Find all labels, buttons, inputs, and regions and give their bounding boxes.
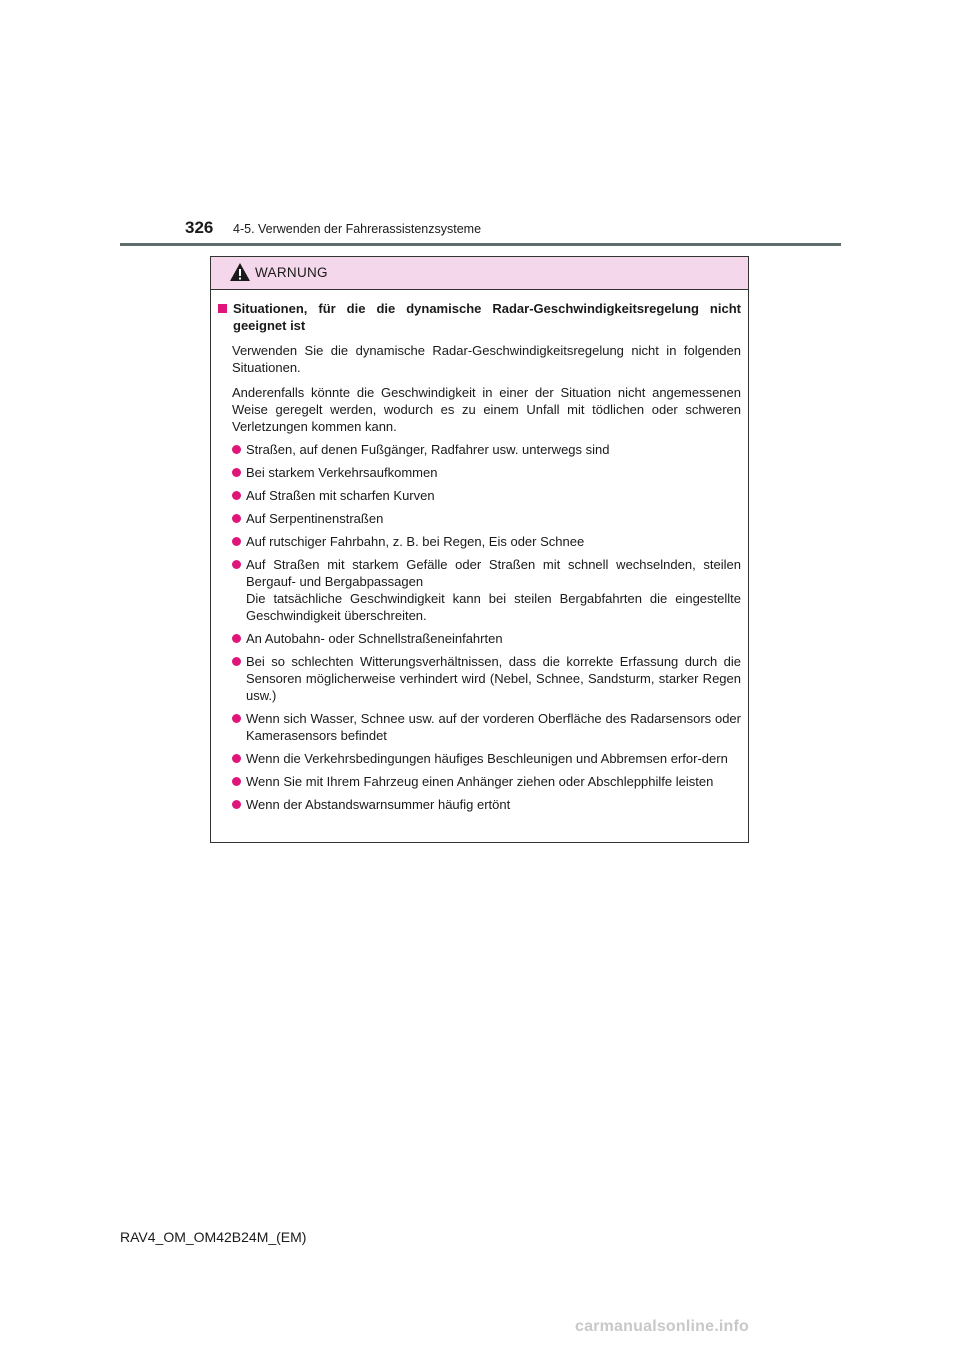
warning-heading: Situationen, für die die dynamische Radar-Geschwindigkeitsregelung nicht geeignet ist xyxy=(233,301,741,333)
list-item-note: Die tatsächliche Geschwindigkeit kann bei steilen Bergabfahrten die eingestellte Geschwindigkeit überschreiten. xyxy=(246,591,741,623)
list-item xyxy=(232,556,741,624)
watermark: carmanualsonline.info xyxy=(575,1318,750,1335)
round-bullet-icon xyxy=(232,754,241,763)
list-item-text: Wenn sich Wasser, Schnee usw. auf der vorderen Oberfläche des Radarsensors oder Kamerasensors befindet xyxy=(246,711,741,743)
list-item xyxy=(232,796,741,813)
warning-triangle-icon xyxy=(229,262,251,282)
list-item-text: Auf Serpentinenstraßen xyxy=(246,511,384,526)
list-item xyxy=(232,630,741,647)
round-bullet-icon xyxy=(232,445,241,454)
warning-intro: Verwenden Sie die dynamische Radar-Geschwindigkeitsregelung nicht in folgenden Situationen. xyxy=(232,343,741,375)
list-item xyxy=(232,750,741,767)
list-item-text: Wenn der Abstandswarnsummer häufig ertönt xyxy=(246,797,511,812)
round-bullet-icon xyxy=(232,714,241,723)
list-item-text: Bei so schlechten Witterungsverhältnissen, dass die korrekte Erfassung durch die Sensoren möglicherweise verhindert wird (Nebel, Schnee, Sandsturm, starker Regen usw.) xyxy=(246,654,741,703)
warning-body xyxy=(211,290,748,813)
list-item-text: Auf rutschiger Fahrbahn, z. B. bei Regen, Eis oder Schnee xyxy=(246,534,585,549)
list-item xyxy=(232,441,741,458)
round-bullet-icon xyxy=(232,560,241,569)
list-item-text: Wenn die Verkehrsbedingungen häufiges Beschleunigen und Abbremsen erfor-dern xyxy=(246,751,728,766)
list-item xyxy=(232,653,741,704)
list-item-text: An Autobahn- oder Schnellstraßeneinfahrten xyxy=(246,631,503,646)
list-item xyxy=(232,773,741,790)
list-item-text: Auf Straßen mit scharfen Kurven xyxy=(246,488,435,503)
list-item-text: Bei starkem Verkehrsaufkommen xyxy=(246,465,438,480)
list-item xyxy=(232,487,741,504)
model-code: RAV4_OM_OM42B24M_(EM) xyxy=(120,1229,307,1245)
list-item-text: Straßen, auf denen Fußgänger, Radfahrer usw. unterwegs sind xyxy=(246,442,610,457)
header-rule xyxy=(120,243,841,246)
warning-box xyxy=(210,256,749,843)
list-item xyxy=(232,533,741,550)
round-bullet-icon xyxy=(232,537,241,546)
list-item xyxy=(232,510,741,527)
list-item-text: Wenn Sie mit Ihrem Fahrzeug einen Anhänger ziehen oder Abschlepphilfe leisten xyxy=(246,774,714,789)
page-number: 326 xyxy=(185,218,214,237)
round-bullet-icon xyxy=(232,777,241,786)
warning-consequence: Anderenfalls könnte die Geschwindigkeit in einer der Situation nicht angemessenen Weise geregelt werden, wodurch es zu einem Unfall mit tödlichen oder schweren Verletzungen kommen kann. xyxy=(232,385,741,434)
round-bullet-icon xyxy=(232,634,241,643)
list-item xyxy=(232,710,741,744)
round-bullet-icon xyxy=(232,468,241,477)
list-item xyxy=(232,464,741,481)
round-bullet-icon xyxy=(232,657,241,666)
round-bullet-icon xyxy=(232,800,241,809)
round-bullet-icon xyxy=(232,514,241,523)
square-bullet-icon xyxy=(218,304,227,313)
section-title: 4-5. Verwenden der Fahrerassistenzsysteme xyxy=(233,222,482,236)
list-item-text: Auf Straßen mit starkem Gefälle oder Straßen mit schnell wechselnden, steilen Bergauf- und Bergabpassagen xyxy=(246,557,741,589)
warning-label: WARNUNG xyxy=(255,265,328,280)
round-bullet-icon xyxy=(232,491,241,500)
warning-header xyxy=(211,257,748,290)
warning-heading-row xyxy=(218,300,741,334)
